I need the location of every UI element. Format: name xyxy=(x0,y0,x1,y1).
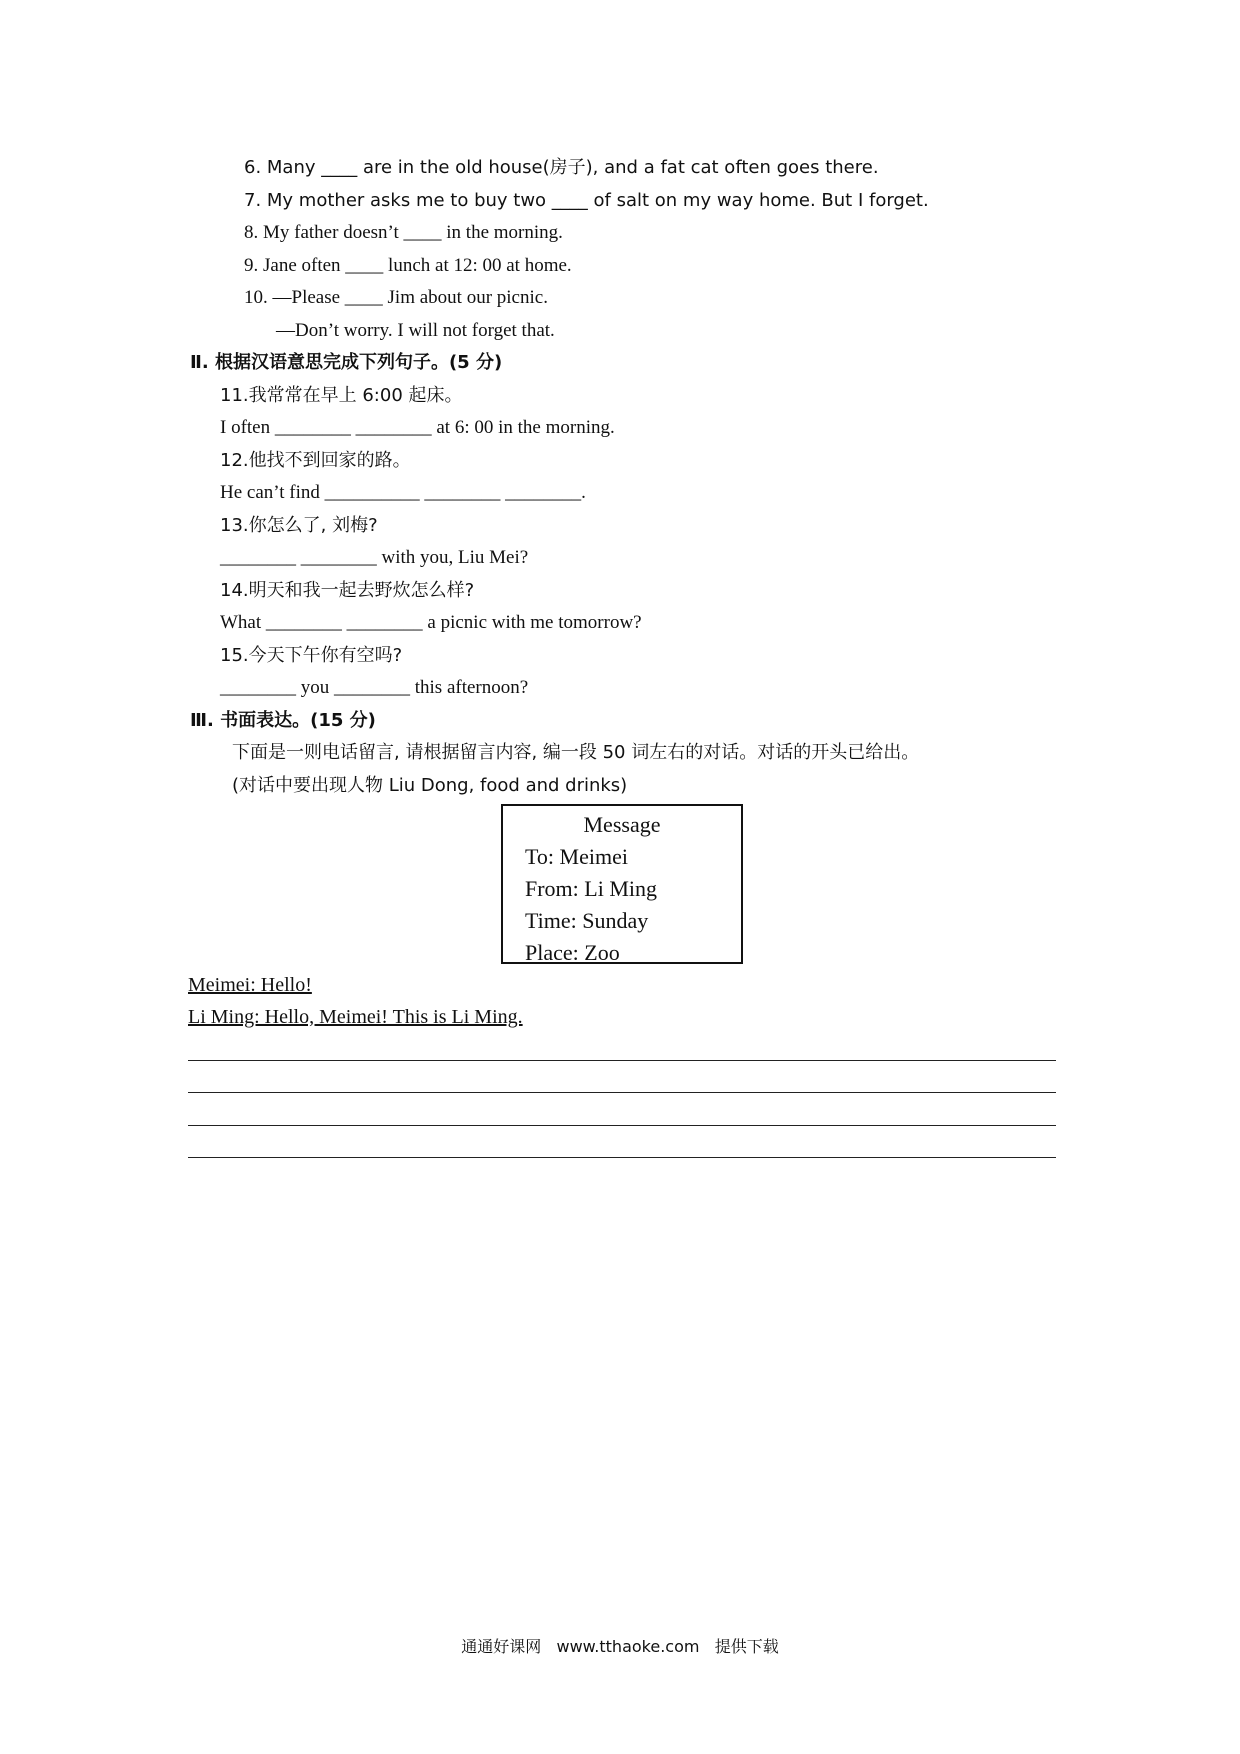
question-12-english: He can’t find __________ ________ ________. xyxy=(220,482,586,503)
message-box xyxy=(501,804,743,964)
message-from: From: Li Ming xyxy=(525,876,658,901)
answer-line xyxy=(188,1157,1056,1158)
footer-credit: 通通好课网 www.tthaoke.com 提供下载 xyxy=(461,1637,779,1656)
question-15-chinese: 15.今天下午你有空吗? xyxy=(220,645,403,666)
question-15-english: ________ you ________ this afternoon? xyxy=(220,677,529,698)
question-6: 6. Many ____ are in the old house(房子), and a fat cat often goes there. xyxy=(244,157,879,178)
dialog-line-1: Meimei: Hello! xyxy=(188,974,312,996)
answer-line xyxy=(188,1092,1056,1093)
question-14-chinese: 14.明天和我一起去野炊怎么样? xyxy=(220,580,475,601)
question-11-chinese: 11.我常常在早上 6:00 起床。 xyxy=(220,385,463,406)
question-10-line-1: 10. —Please ____ Jim about our picnic. xyxy=(244,287,548,308)
writing-note: (对话中要出现人物 Liu Dong, food and drinks) xyxy=(232,775,628,796)
question-10-line-2: —Don’t worry. I will not forget that. xyxy=(276,320,555,341)
question-13-english: ________ ________ with you, Liu Mei? xyxy=(220,547,529,568)
message-place: Place: Zoo xyxy=(525,940,620,965)
answer-line xyxy=(188,1060,1056,1061)
question-9: 9. Jane often ____ lunch at 12: 00 at home. xyxy=(244,255,572,276)
message-title: Message xyxy=(583,812,661,837)
question-7: 7. My mother asks me to buy two ____ of salt on my way home. But I forget. xyxy=(244,190,929,211)
dialog-line-2: Li Ming: Hello, Meimei! This is Li Ming. xyxy=(188,1006,523,1028)
message-time: Time: Sunday xyxy=(525,908,649,933)
answer-line xyxy=(188,1125,1056,1126)
question-12-chinese: 12.他找不到回家的路。 xyxy=(220,450,411,471)
writing-instruction: 下面是一则电话留言, 请根据留言内容, 编一段 50 词左右的对话。对话的开头已给出。 xyxy=(232,742,920,763)
message-to: To: Meimei xyxy=(525,844,628,869)
question-8: 8. My father doesn’t ____ in the morning. xyxy=(244,222,563,243)
section-3-heading: Ⅲ. 书面表达。(15 分) xyxy=(190,710,376,731)
question-11-english: I often ________ ________ at 6: 00 in the morning. xyxy=(220,417,615,438)
question-13-chinese: 13.你怎么了, 刘梅? xyxy=(220,515,378,536)
section-2-heading: Ⅱ. 根据汉语意思完成下列句子。(5 分) xyxy=(190,352,503,373)
question-14-english: What ________ ________ a picnic with me tomorrow? xyxy=(220,612,642,633)
